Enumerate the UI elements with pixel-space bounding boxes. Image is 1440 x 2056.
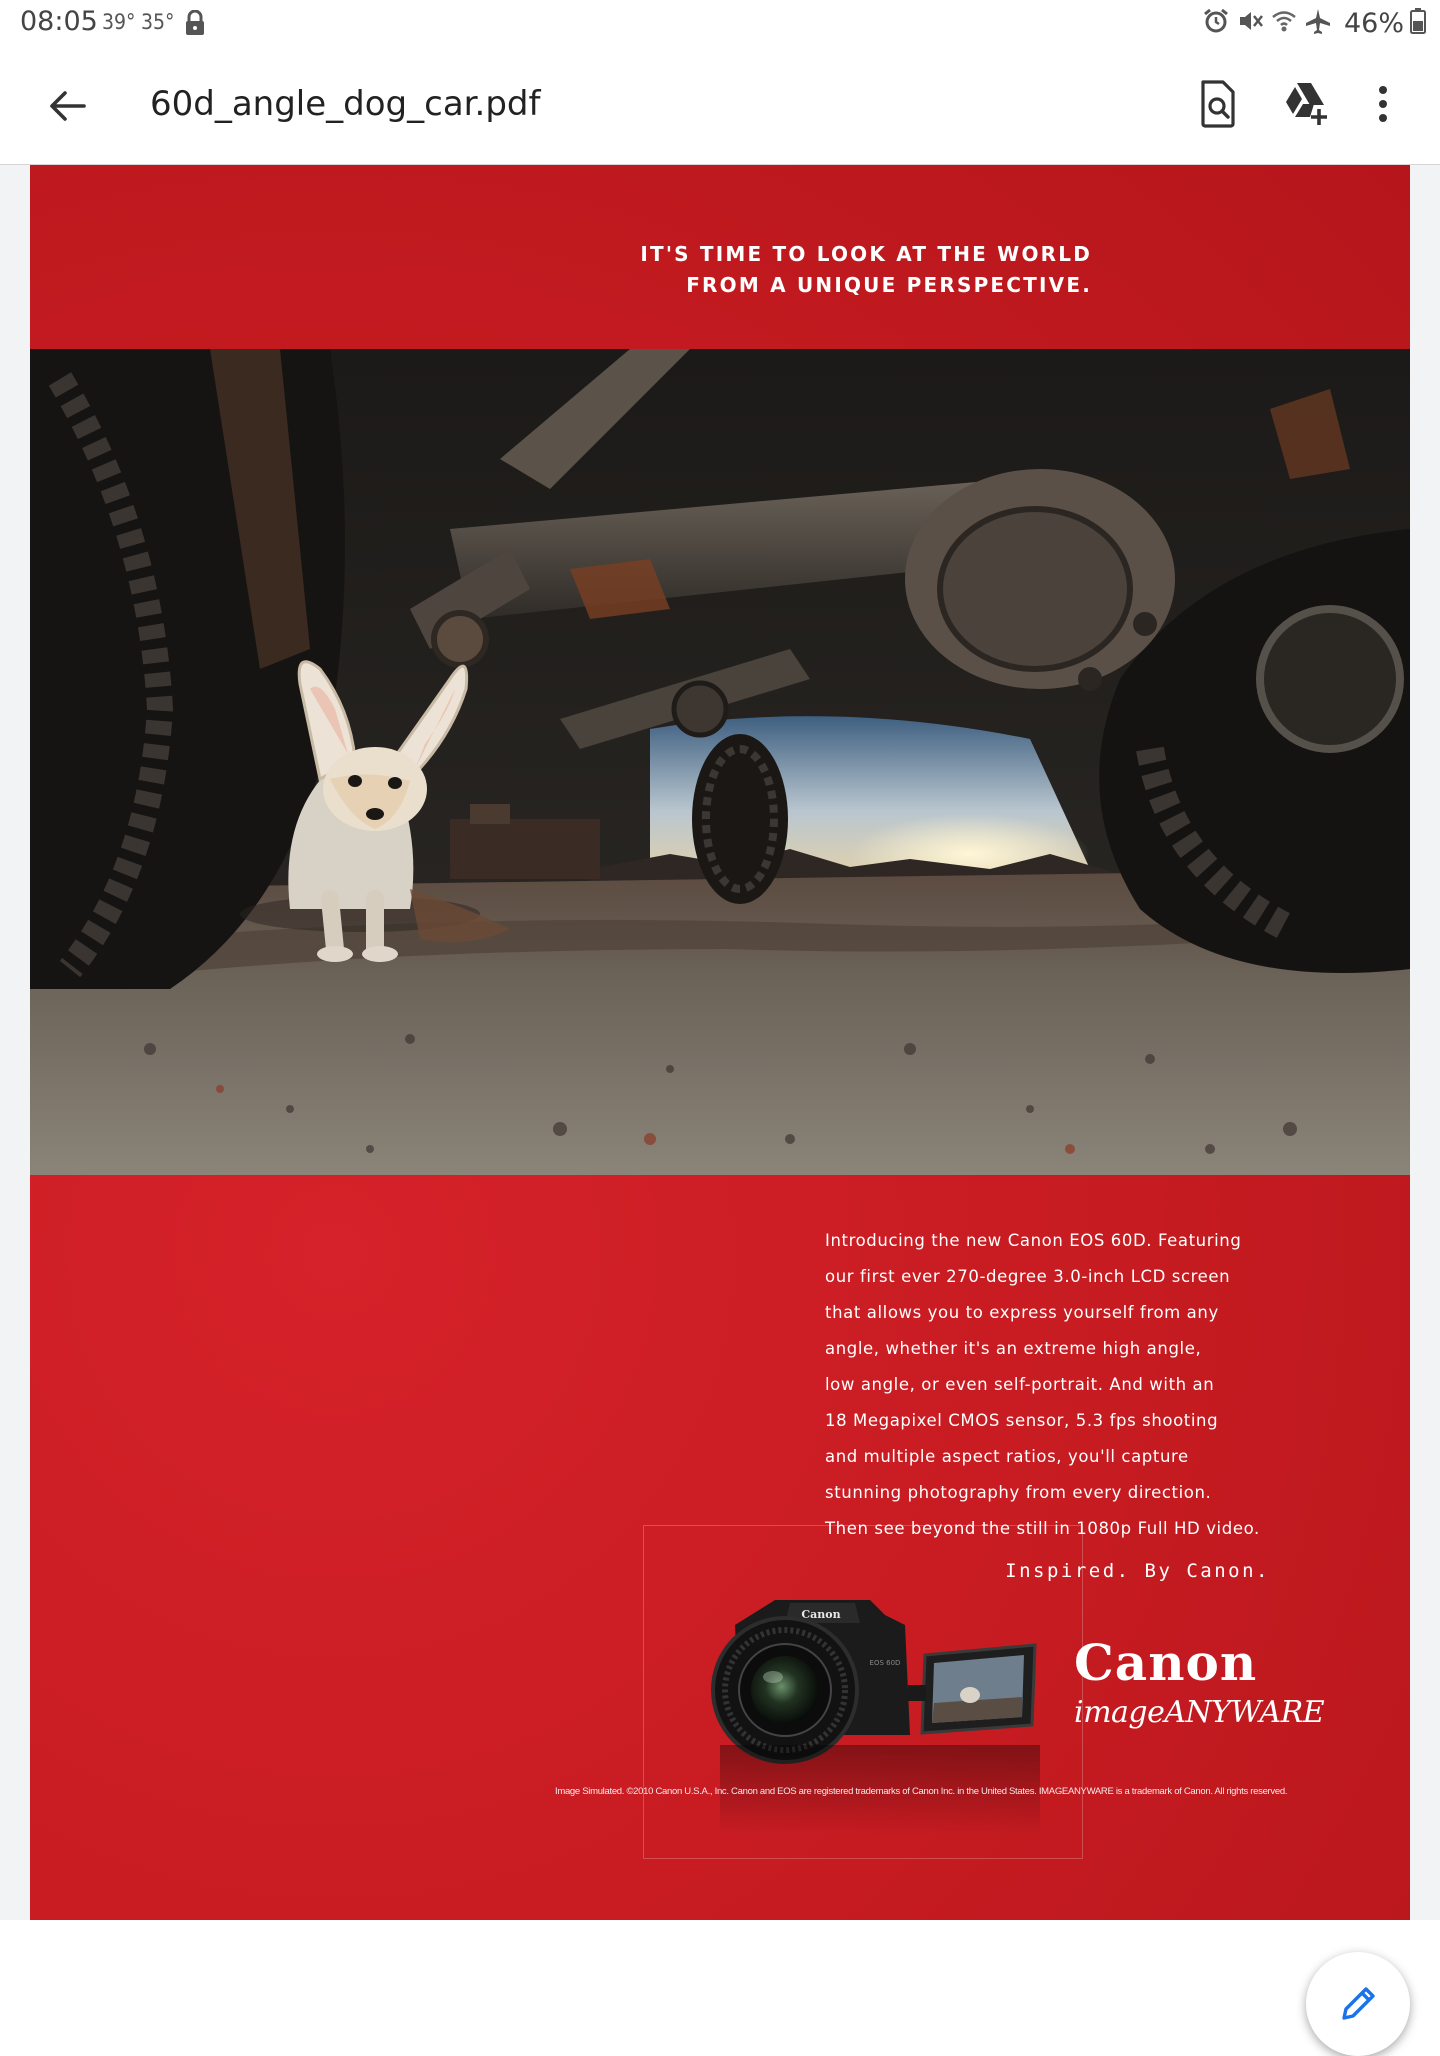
ad-tagline: Inspired. By Canon. — [1005, 1560, 1270, 1582]
camera-product-image — [680, 1585, 1080, 1845]
wifi-icon — [1270, 7, 1298, 39]
body-line-9: Then see beyond the still in 1080p Full HD video. — [825, 1519, 1260, 1538]
ad-headline — [640, 239, 1092, 301]
app-bar — [0, 46, 1440, 165]
find-in-page-icon — [1190, 76, 1246, 132]
more-options-button[interactable] — [1368, 76, 1398, 132]
canon-logo: Canon — [1074, 1633, 1258, 1692]
add-to-drive-icon — [1278, 76, 1334, 132]
body-line-5: low angle, or even self-portrait. And with an — [825, 1375, 1215, 1394]
battery-percent: 46% — [1343, 7, 1404, 39]
pencil-icon — [1336, 1982, 1380, 2026]
status-time: 08:05 — [20, 6, 98, 37]
find-in-page-button[interactable] — [1190, 76, 1246, 132]
arrow-left-icon — [38, 82, 98, 130]
status-bar — [0, 0, 1440, 46]
headline-line-2: FROM A UNIQUE PERSPECTIVE. — [686, 273, 1092, 297]
edit-fab-button[interactable] — [1306, 1952, 1410, 2056]
more-vert-icon — [1368, 76, 1398, 132]
body-line-4: angle, whether it's an extreme high angle, — [825, 1339, 1202, 1358]
status-temperature-2: 35° — [141, 10, 175, 34]
document-title: 60d_angle_dog_car.pdf — [150, 84, 541, 124]
battery-icon — [1410, 7, 1426, 39]
alarm-icon — [1202, 7, 1230, 39]
camera-model-label: EOS 60D — [869, 1659, 901, 1667]
body-line-6: 18 Megapixel CMOS sensor, 5.3 fps shooting — [825, 1411, 1219, 1430]
body-line-7: and multiple aspect ratios, you'll capture — [825, 1447, 1189, 1466]
pdf-page — [30, 165, 1410, 1920]
add-to-drive-button[interactable] — [1278, 76, 1334, 132]
ad-body-copy — [825, 1223, 1290, 1547]
back-button[interactable] — [38, 82, 98, 130]
imageanyware-logo: imageANYWARE — [1074, 1695, 1325, 1730]
body-line-3: that allows you to express yourself from any — [825, 1303, 1219, 1322]
pdf-viewer[interactable] — [0, 165, 1440, 1920]
status-temperature-1: 39° — [102, 10, 136, 34]
body-line-8: stunning photography from every direction. — [825, 1483, 1212, 1502]
airplane-mode-icon — [1304, 7, 1332, 39]
vibrate-mute-icon — [1236, 7, 1264, 39]
legal-disclaimer: Image Simulated. ©2010 Canon U.S.A., Inc. Canon and EOS are registered trademarks of Canon Inc. in the United States. IMAGEANYWARE is a trademark of Canon. All rights reserved. — [555, 1786, 1288, 1797]
headline-line-1: IT'S TIME TO LOOK AT THE WORLD — [640, 242, 1092, 266]
body-line-1: Introducing the new Canon EOS 60D. Featuring — [825, 1231, 1242, 1250]
camera-badge: Canon — [801, 1608, 841, 1621]
lock-icon — [185, 10, 205, 40]
ad-photo-fox-under-truck — [30, 349, 1410, 1175]
body-line-2: our first ever 270-degree 3.0-inch LCD screen — [825, 1267, 1231, 1286]
